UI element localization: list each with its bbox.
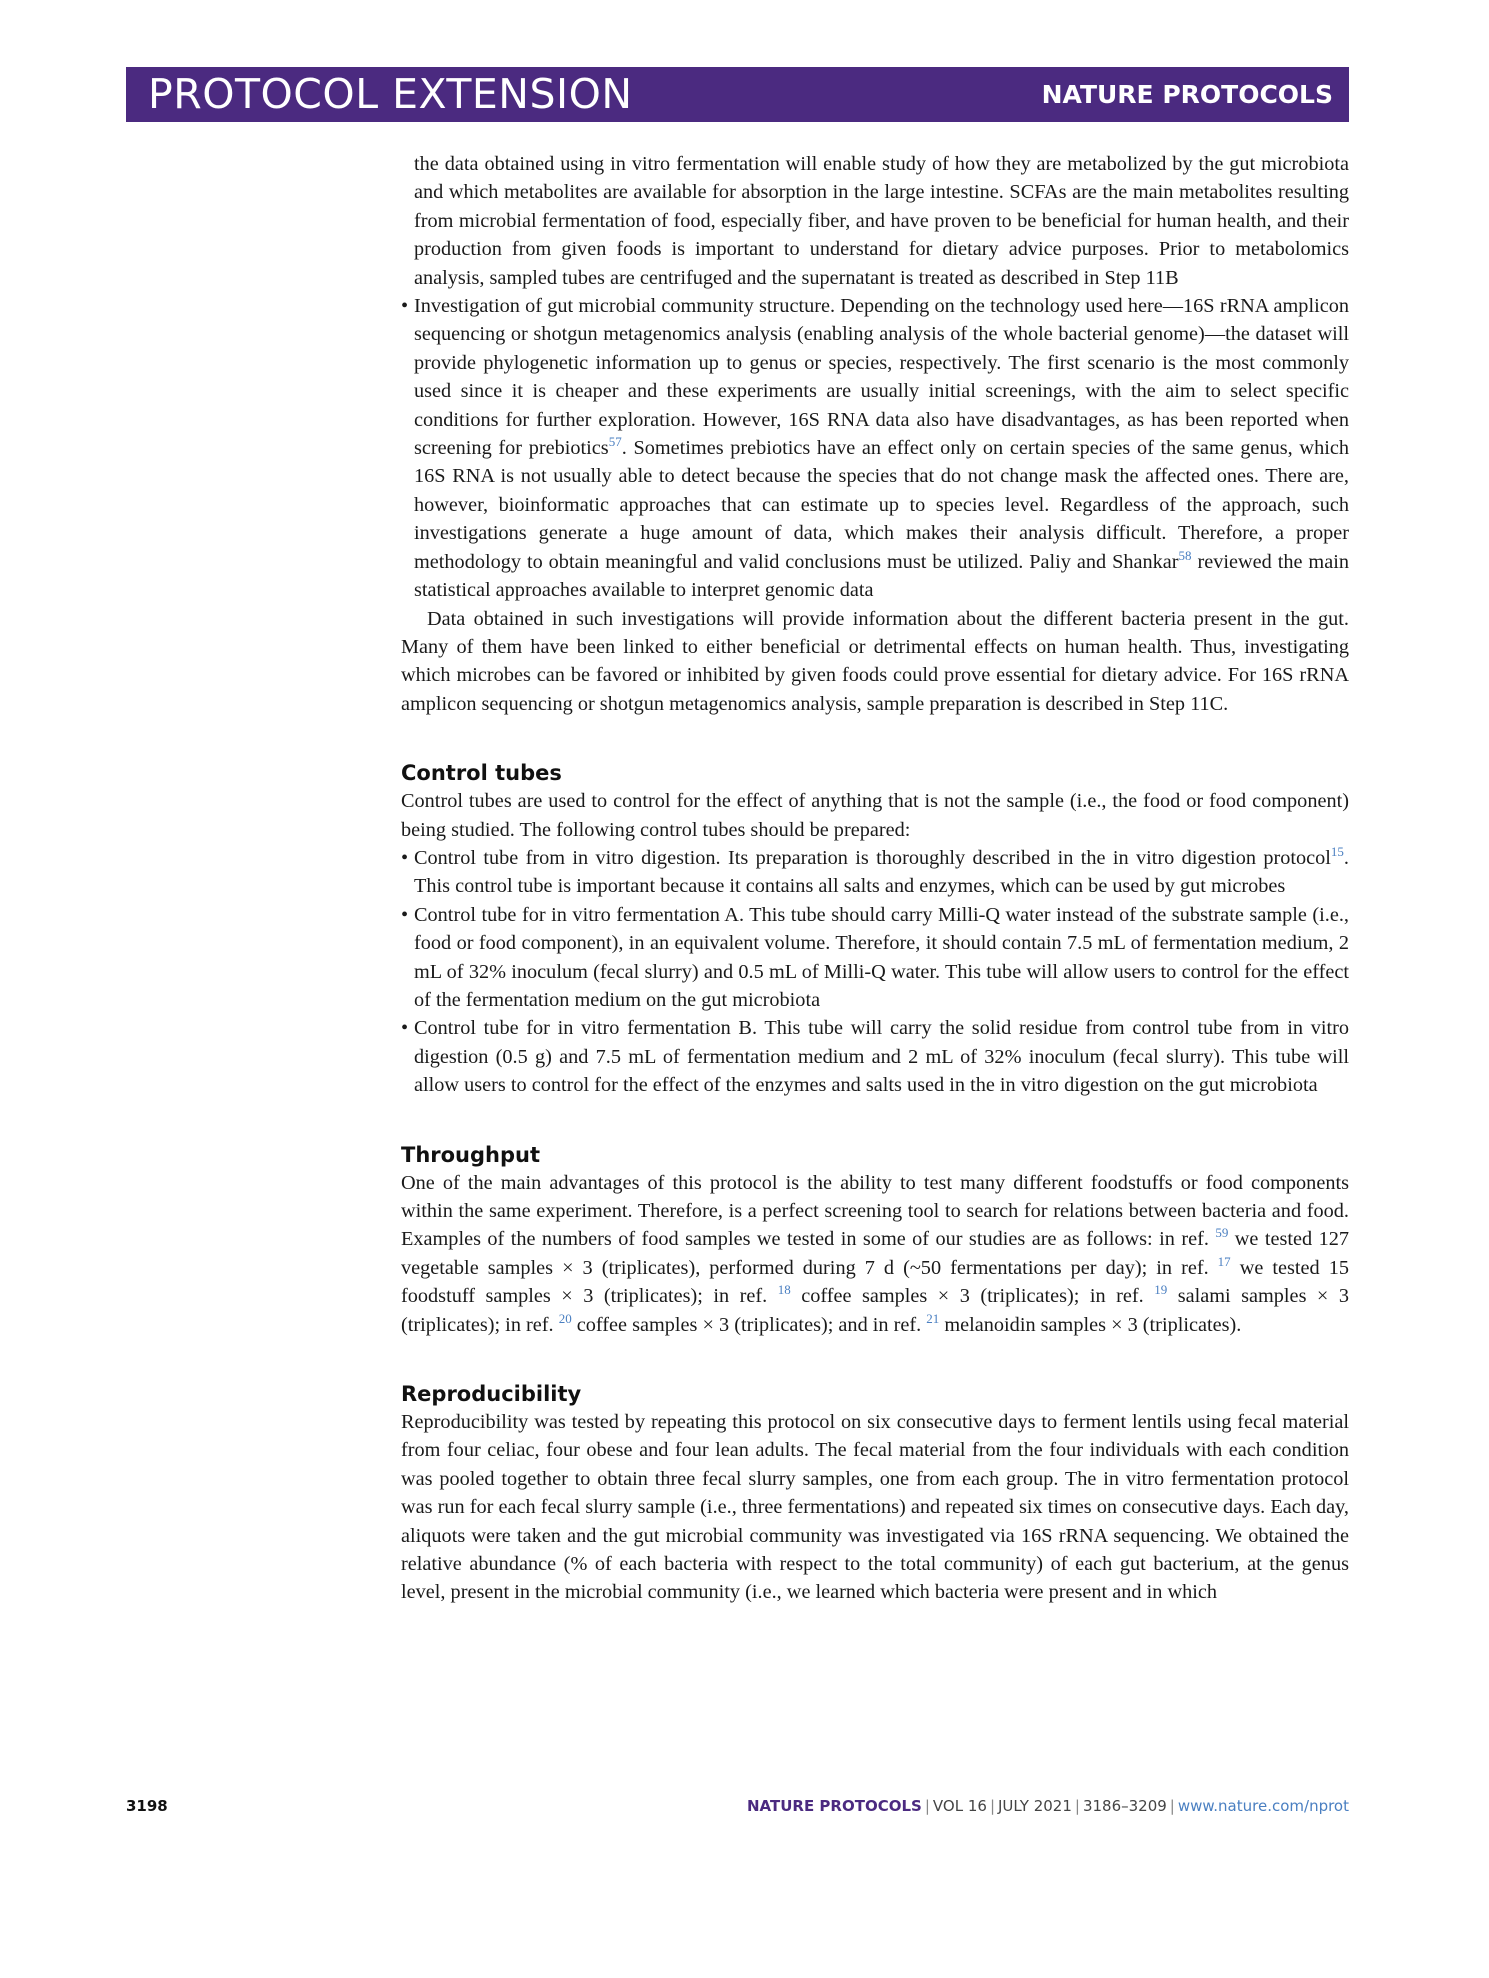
separator: | [924,1797,930,1815]
bullet-text: . Sometimes prebiotics have an effect only on certain species of the same genus, which 16S RNA is not usually able to detect because the species that do not change mask the affected ones. There are, however, bioinformatic approaches that can estimate up to species level. Regardless of the approach, such investigations generate a huge amount of data, which makes their analysis difficult. Therefore, a proper methodology to obtain meaningful and valid conclusions must be utilized. Paliy and Shankar [414,437,1349,573]
footer-journal-name: NATURE PROTOCOLS [747,1797,922,1815]
bullet-gut-microbial [401,292,1349,604]
article-body [401,150,1349,1607]
paragraph-control-intro: Control tubes are used to control for the effect of anything that is not the sample (i.e., the food or food component) being studied. The following control tubes should be prepared: [401,790,1349,841]
text-run: coffee samples × 3 (triplicates); and in ref. [571,1313,927,1336]
separator: | [1074,1797,1080,1815]
page-number: 3198 [126,1797,168,1815]
footer-volume: VOL 16 [932,1797,987,1815]
heading-control-tubes: Control tubes [401,761,562,786]
reference-link[interactable]: 15 [1330,844,1344,860]
bullet-marker: • [401,1017,409,1040]
reference-link[interactable]: 21 [926,1310,940,1326]
bullet-text: Control tube from in vitro digestion. Its preparation is thoroughly described in the in vitro digestion protocol [414,846,1331,869]
bullet-control-digestion [401,844,1349,901]
footer-date: JULY 2021 [998,1797,1072,1815]
text-run: we tested 15 foodstuff samples × 3 (triplicates); in ref. [401,1256,1349,1308]
footer-pages: 3186–3209 [1082,1797,1167,1815]
bullet-text: Control tube for in vitro fermentation A. This tube should carry Milli-Q water instead of the substrate sample (i.e., food or food component), in an equivalent volume. Therefore, it should contain 7.5 mL of fermentation medium, 2 mL of 32% inoculum (fecal slurry) and 0.5 mL of Milli-Q water. This tube will allow users to control for the effect of the fermentation medium on the gut microbiota [414,903,1349,1011]
text-run: coffee samples × 3 (triplicates); in ref. [790,1285,1155,1308]
text-run: melanoidin samples × 3 (triplicates). [939,1313,1242,1336]
paragraph-throughput [401,1169,1349,1339]
heading-throughput: Throughput [401,1142,541,1167]
separator: | [989,1797,995,1815]
reference-link[interactable]: 20 [558,1310,572,1326]
reference-link[interactable]: 17 [1217,1254,1231,1270]
bullet-marker: • [401,846,409,869]
bullet-text: Control tube for in vitro fermentation B. This tube will carry the solid residue from control tube from in vitro digestion (0.5 g) and 7.5 mL of fermentation medium and 2 mL of 32% inoculum (fecal slurry). This tube will allow users to control for the effect of the enzymes and salts used in the in vitro digestion on the gut microbiota [414,1017,1349,1097]
bullet-control-fermentation-a [401,901,1349,1015]
bullet-control-fermentation-b [401,1014,1349,1099]
text-run: One of the main advantages of this protocol is the ability to test many different foodstuffs or food components within the same experiment. Therefore, is a perfect screening tool to search for relations between bacteria and food. Examples of the numbers of food samples we tested in some of our studies are as follows: in ref. [401,1171,1349,1251]
text-run: we tested 127 vegetable samples × 3 (triplicates), performed during 7 d (~50 fermentations per day); in ref. [401,1228,1349,1279]
reference-link[interactable]: 19 [1154,1282,1168,1298]
bullet-text: . This control tube is important because it contains all salts and enzymes, which can be used by gut microbes [414,846,1349,898]
paragraph-continuation: the data obtained using in vitro fermentation will enable study of how they are metabolized by the gut microbiota and which metabolites are available for absorption in the large intestine. SCFAs are the main metabolites resulting from microbial fermentation of food, especially fiber, and have proven to be beneficial for human health, and their production from given foods is important to understand for dietary advice purposes. Prior to metabolomics analysis, sampled tubes are centrifuged and the supernatant is treated as described in Step 11B [414,153,1349,289]
paragraph-reproducibility: Reproducibility was tested by repeating this protocol on six consecutive days to ferment lentils using fecal material from four celiac, four obese and four lean adults. The fecal material from the four individuals with each condition was pooled together to obtain three fecal slurry samples, one from each group. The in vitro fermentation protocol was run for each fecal slurry sample (i.e., three fermentations) and repeated six times on consecutive days. Each day, aliquots were taken and the gut microbial community was investigated via 16S rRNA sequencing. We obtained the relative abundance (% of each bacteria with respect to the total community) of each gut bacterium, at the genus level, present in the microbial community (i.e., we learned which bacteria were present and in which [401,1411,1349,1604]
bullet-text: Investigation of gut microbial community structure. Depending on the technology used here—16S rRNA amplicon sequencing or shotgun metagenomics analysis (enabling analysis of the whole bacterial genome)—the dataset will provide phylogenetic information up to genus or species, respectively. The first scenario is the most commonly used since it is cheaper and these experiments are usually initial screenings, with the aim to select specific conditions for further exploration. However, 16S RNA data also have disadvantages, as has been reported when screening for prebiotics [414,295,1349,460]
reference-link[interactable]: 58 [1178,547,1192,563]
reference-link[interactable]: 59 [1215,1225,1229,1241]
bullet-marker: • [401,295,409,318]
bullet-marker: • [401,903,409,926]
section-label: PROTOCOL EXTENSION [148,70,633,118]
paragraph-data: Data obtained in such investigations will provide information about the different bacteria present in the gut. Many of them have been linked to either beneficial or detrimental effects on human health. Thus, investigating which microbes can be favored or inhibited by given foods could prove essential for dietary advice. For 16S rRNA amplicon sequencing or shotgun metagenomics analysis, sample preparation is described in Step 11C. [401,607,1349,715]
reference-link[interactable]: 18 [777,1282,791,1298]
journal-title: NATURE PROTOCOLS [1041,80,1333,109]
separator: | [1169,1797,1175,1815]
heading-reproducibility: Reproducibility [401,1382,582,1407]
text-run: salami samples × 3 (triplicates); in ref. [401,1285,1349,1336]
bullet-text: reviewed the main statistical approaches available to interpret genomic data [414,550,1349,602]
footer-url-link[interactable]: www.nature.com/nprot [1177,1797,1349,1815]
header-banner [126,67,1349,122]
journal-citation [747,1797,1349,1815]
reference-link[interactable]: 57 [608,434,622,450]
